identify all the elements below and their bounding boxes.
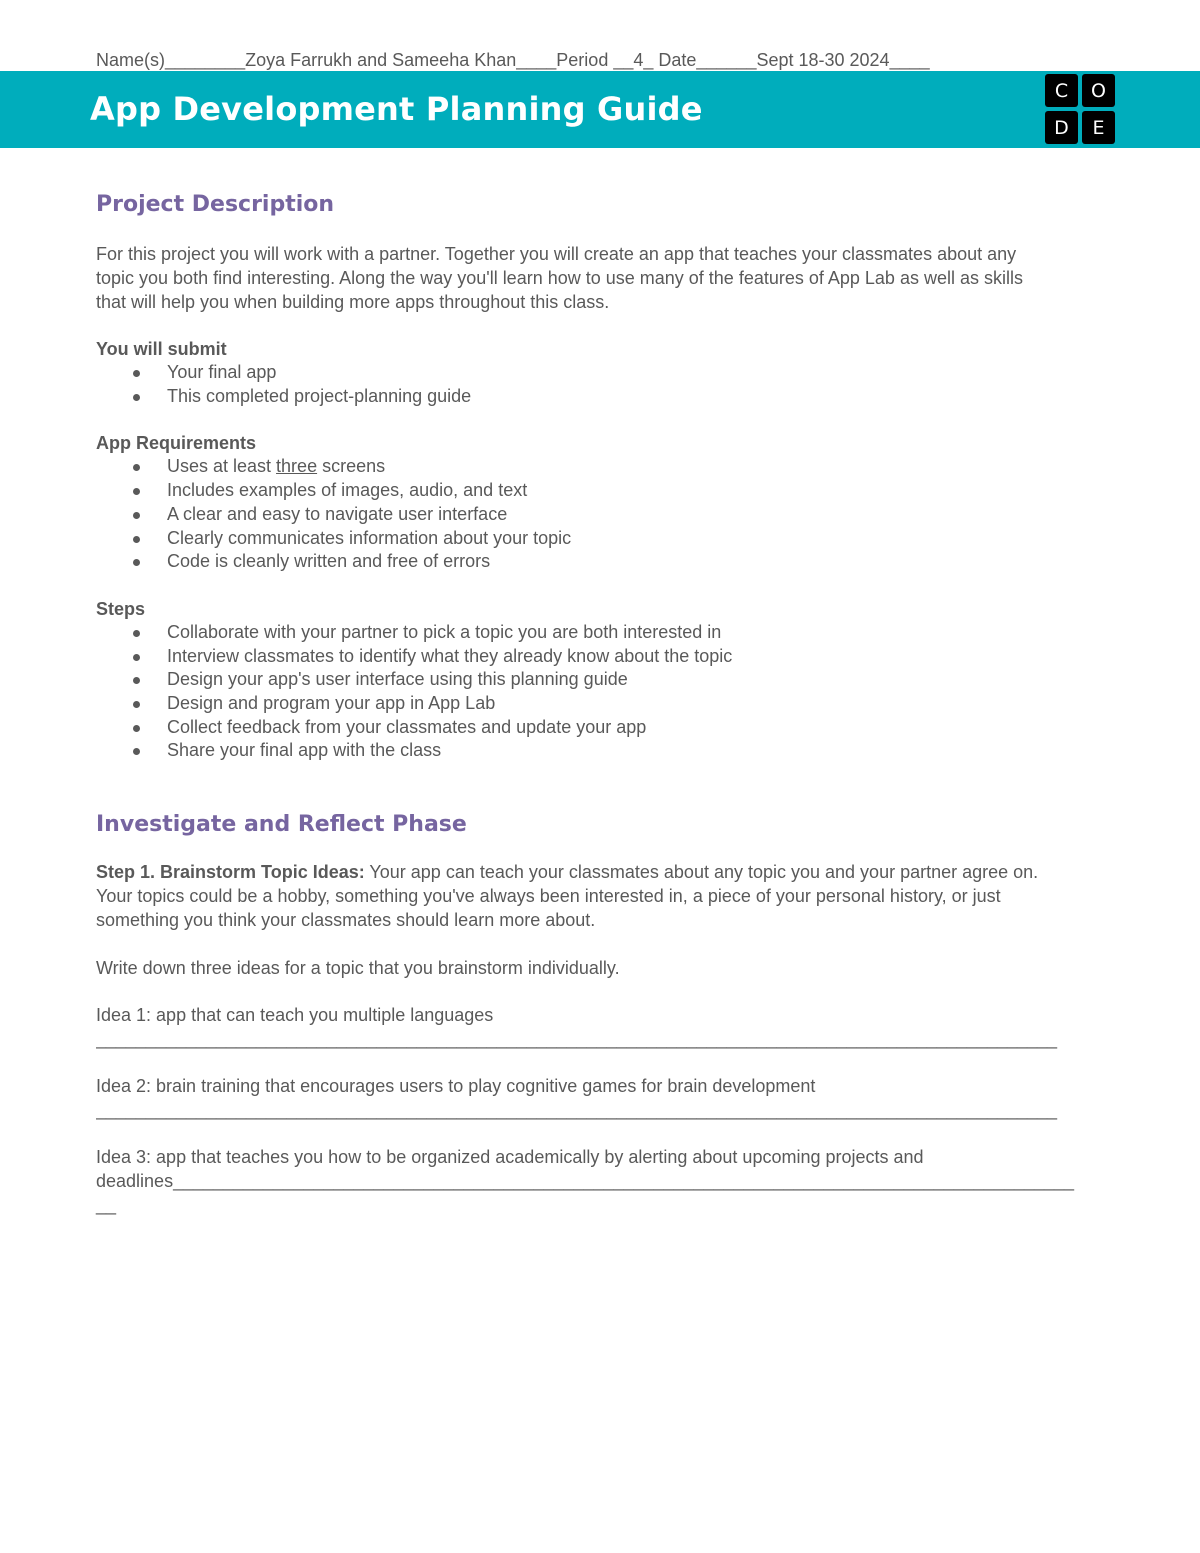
list-item: Code is cleanly written and free of errors — [96, 550, 1136, 574]
page-title: App Development Planning Guide — [90, 90, 703, 128]
requirement-text: Uses at least — [167, 456, 277, 477]
idea-2 — [96, 1074, 1136, 1122]
submit-heading: You will submit — [96, 339, 227, 359]
list-item: This completed project-planning guide — [96, 385, 1136, 409]
requirements-list — [96, 455, 1136, 574]
logo-letter: D — [1045, 111, 1078, 144]
list-item: Share your final app with the class — [96, 739, 1136, 763]
list-item — [96, 455, 1136, 479]
list-item: Clearly communicates information about your topic — [96, 527, 1136, 551]
list-item: Design and program your app in App Lab — [96, 692, 1136, 716]
steps-list — [96, 621, 1136, 763]
list-item: Includes examples of images, audio, and text — [96, 479, 1136, 503]
project-intro — [96, 242, 1136, 314]
step1-line: Your topics could be a hobby, something you've always been interested in, a piece of your personal history, or just — [96, 886, 1001, 907]
requirement-text: screens — [317, 456, 386, 477]
project-description-heading: Project Description — [96, 192, 335, 217]
idea-answer-blank[interactable]: ________________________________________________________________________________________________ — [96, 1029, 1058, 1050]
logo-letter: E — [1082, 111, 1115, 144]
brainstorm-instruction: Write down three ideas for a topic that you brainstorm individually. — [96, 958, 620, 979]
idea-text: Idea 2: brain training that encourages users to play cognitive games for brain development — [96, 1076, 816, 1097]
title-banner — [0, 71, 1200, 148]
submit-list — [96, 361, 1136, 408]
logo-letter: O — [1082, 74, 1115, 107]
step1-text: Your app can teach your classmates about any topic you and your partner agree on. — [364, 862, 1039, 883]
step1-line: something you think your classmates should learn more about. — [96, 910, 596, 931]
list-item: A clear and easy to navigate user interface — [96, 503, 1136, 527]
intro-line: that will help you when building more apps throughout this class. — [96, 292, 610, 312]
list-item: Design your app's user interface using this planning guide — [96, 668, 1136, 692]
step1-paragraph — [96, 860, 1136, 932]
idea-1 — [96, 1003, 1136, 1051]
idea-3 — [96, 1145, 1136, 1217]
idea-text: Idea 3: app that teaches you how to be organized academically by alerting about upcoming projects and — [96, 1147, 924, 1168]
list-item: Collect feedback from your classmates and update your app — [96, 716, 1136, 740]
idea-answer-blank[interactable]: deadlines__________________________________________________________________________________________ — [96, 1171, 1075, 1192]
idea-text: Idea 1: app that can teach you multiple languages — [96, 1005, 494, 1026]
document-body — [96, 190, 1136, 1217]
name-period-date-line: Name(s)________Zoya Farrukh and Sameeha Khan____Period __4_ Date______Sept 18-30 2024____ — [96, 50, 930, 70]
code-logo — [1045, 74, 1115, 144]
list-item: Interview classmates to identify what they already know about the topic — [96, 645, 1136, 669]
investigate-heading: Investigate and Reflect Phase — [96, 812, 467, 838]
idea-answer-blank[interactable]: ________________________________________________________________________________________________ — [96, 1100, 1058, 1121]
step1-label: Step 1. Brainstorm Topic Ideas: — [96, 862, 365, 883]
requirements-heading: App Requirements — [96, 433, 257, 454]
intro-line: For this project you will work with a partner. Together you will create an app that teaches your classmates about any — [96, 244, 1017, 264]
step1-line — [96, 860, 1136, 884]
list-item: Your final app — [96, 361, 1136, 385]
logo-letter: C — [1045, 74, 1078, 107]
list-item: Collaborate with your partner to pick a topic you are both interested in — [96, 621, 1136, 645]
idea-answer-blank[interactable]: __ — [96, 1195, 117, 1216]
steps-heading: Steps — [96, 598, 146, 619]
intro-line: topic you both find interesting. Along the way you'll learn how to use many of the features of App Lab as well as skills — [96, 268, 1023, 288]
underlined-word: three — [276, 456, 318, 477]
